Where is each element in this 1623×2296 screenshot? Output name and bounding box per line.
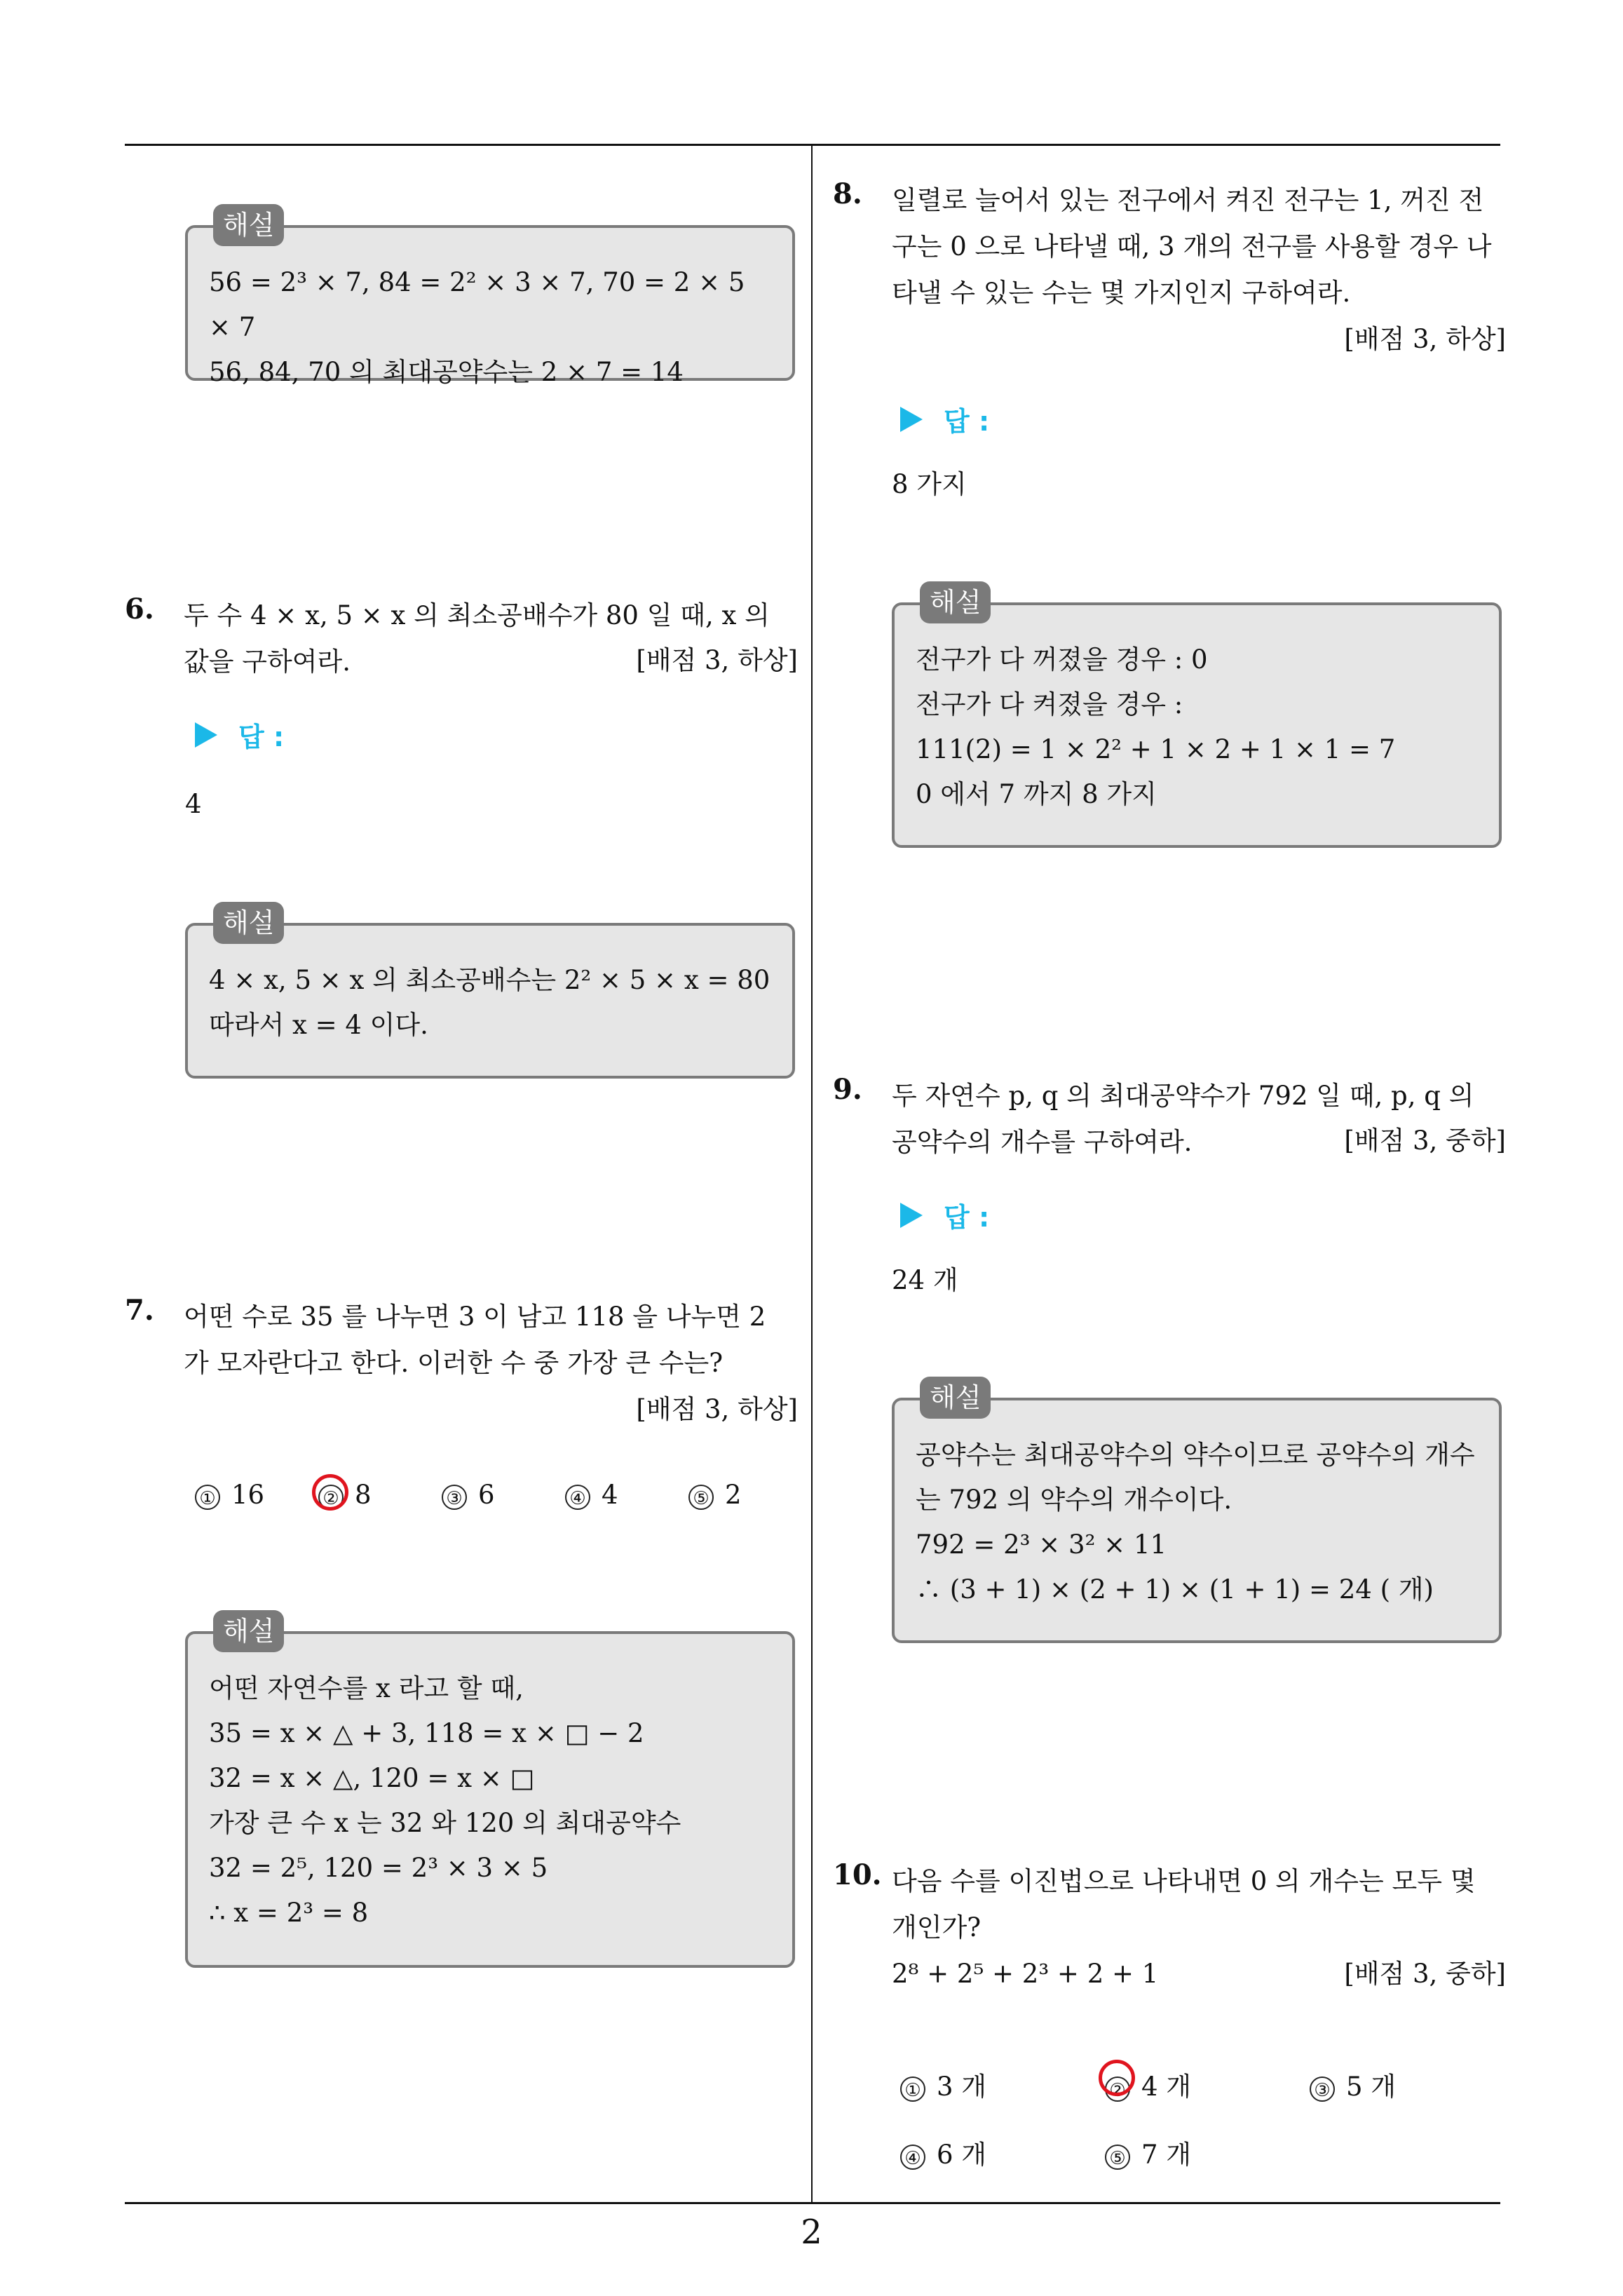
question-meta: [배점 3, 하상] — [636, 1394, 798, 1424]
solution-box-q9 — [892, 1382, 1502, 1643]
choice-number-icon: ① — [900, 2076, 925, 2102]
choices-q10-row2 — [900, 2133, 1503, 2171]
question-text: 다음 수를 이진법으로 나타내면 0 의 개수는 모두 몇 개인가? — [892, 1866, 1476, 1943]
solution-line: ∴ x = 2³ = 8 — [209, 1898, 369, 1928]
choice-number-icon: ④ — [565, 1485, 590, 1510]
solution-line: 따라서 x = 4 이다. — [209, 1010, 428, 1040]
question-9 — [833, 1073, 1506, 1157]
choice-number-icon: ② — [1105, 2076, 1130, 2102]
choice-5[interactable]: ⑤ 7 개 — [1105, 2133, 1310, 2171]
solution-line: 32 = 2⁵, 120 = 2³ × 3 × 5 — [209, 1853, 548, 1883]
question-10 — [833, 1858, 1506, 1997]
solution-line: ∴ (3 + 1) × (2 + 1) × (1 + 1) = 24 ( 개) — [916, 1574, 1434, 1605]
choice-4[interactable]: ④ 4 — [565, 1480, 688, 1510]
question-text: 일렬로 늘어서 있는 전구에서 켜진 전구는 1, 꺼진 전구는 0 으로 나타낼 때, 3 개의 전구를 사용할 경우 나타낼 수 있는 수는 몇 가지인지 구하여라. — [892, 185, 1492, 308]
question-meta: [배점 3, 중하] — [1344, 1126, 1506, 1156]
column-divider — [811, 144, 813, 2202]
choice-number-icon: ③ — [1310, 2076, 1335, 2102]
question-number: 7. — [125, 1294, 154, 1327]
solution-line: 전구가 다 꺼졌을 경우 : 0 — [916, 644, 1208, 675]
choices-q7 — [195, 1480, 798, 1510]
question-meta: [배점 3, 하상] — [1344, 324, 1506, 354]
solution-tag: 해설 — [213, 902, 284, 944]
question-text: 두 수 4 × x, 5 × x 의 최소공배수가 80 일 때, x 의 값을 구하여라. — [184, 600, 770, 677]
question-text: 두 자연수 p, q 의 최대공약수가 792 일 때, p, q 의 공약수의 개수를 구하여라. — [892, 1081, 1474, 1157]
solution-line: 가장 큰 수 x 는 32 와 120 의 최대공약수 — [209, 1808, 681, 1838]
solution-line: 56, 84, 70 의 최대공약수는 2 × 7 = 14 — [209, 357, 684, 387]
choice-number-icon: ② — [318, 1485, 344, 1510]
play-triangle-icon — [900, 1203, 923, 1228]
question-7 — [125, 1294, 798, 1433]
choice-2[interactable]: ② 8 — [318, 1480, 442, 1510]
question-meta: [배점 3, 중하] — [1344, 1959, 1506, 1989]
solution-box-q7 — [185, 1616, 795, 1968]
solution-line: 32 = x × △, 120 = x × □ — [209, 1763, 535, 1793]
choice-number-icon: ① — [195, 1485, 220, 1510]
solution-box-q8 — [892, 587, 1502, 848]
answer-value-q6: 4 — [185, 789, 202, 819]
solution-box-q6 — [185, 907, 795, 1079]
solution-tag: 해설 — [213, 204, 284, 246]
choice-1[interactable]: ① 3 개 — [900, 2065, 1105, 2103]
question-expression: 2⁸ + 2⁵ + 2³ + 2 + 1 — [892, 1959, 1159, 1989]
solution-box-q5 — [185, 210, 795, 387]
question-text: 어떤 수로 35 를 나누면 3 이 남고 118 을 나누면 2 가 모자란다고 한다. 이러한 수 중 가장 큰 수는? — [184, 1302, 766, 1378]
top-rule — [125, 144, 1500, 146]
choice-number-icon: ③ — [442, 1485, 467, 1510]
selected-answer-mark-icon — [1099, 2060, 1135, 2096]
question-8 — [833, 177, 1506, 363]
solution-line: 56 = 2³ × 7, 84 = 2² × 3 × 7, 70 = 2 × 5 × 7 — [209, 267, 745, 342]
question-number: 10. — [833, 1858, 882, 1891]
choice-3[interactable]: ③ 5 개 — [1310, 2065, 1492, 2103]
bottom-rule — [125, 2202, 1500, 2204]
choice-3[interactable]: ③ 6 — [442, 1480, 565, 1510]
choice-2[interactable]: ② 4 개 — [1105, 2065, 1310, 2103]
choices-q10-row1 — [900, 2065, 1503, 2103]
answer-value-q8: 8 가지 — [892, 469, 967, 499]
solution-line: 전구가 다 켜졌을 경우 : — [916, 689, 1183, 720]
choice-4[interactable]: ④ 6 개 — [900, 2133, 1105, 2171]
question-number: 8. — [833, 177, 862, 210]
answer-value-q9: 24 개 — [892, 1265, 958, 1295]
solution-line: 어떤 자연수를 x 라고 할 때, — [209, 1673, 524, 1703]
solution-line: 4 × x, 5 × x 의 최소공배수는 2² × 5 × x = 80 — [209, 965, 770, 995]
choice-5[interactable]: ⑤ 2 — [688, 1480, 798, 1510]
question-number: 9. — [833, 1073, 862, 1106]
solution-line: 35 = x × △ + 3, 118 = x × □ − 2 — [209, 1718, 644, 1748]
play-triangle-icon — [900, 407, 923, 432]
answer-label-q8: 답 : — [900, 400, 989, 438]
selected-answer-mark-icon — [312, 1474, 348, 1511]
solution-line: 0 에서 7 까지 8 가지 — [916, 779, 1157, 809]
choice-number-icon: ⑤ — [1105, 2145, 1130, 2170]
solution-line: 111(2) = 1 × 2² + 1 × 2 + 1 × 1 = 7 — [916, 734, 1396, 764]
choice-number-icon: ④ — [900, 2145, 925, 2170]
choice-1[interactable]: ① 16 — [195, 1480, 318, 1510]
answer-label-q9: 답 : — [900, 1196, 989, 1234]
solution-tag: 해설 — [213, 1610, 284, 1652]
choice-number-icon: ⑤ — [688, 1485, 714, 1510]
answer-label-q6: 답 : — [195, 715, 284, 754]
question-meta: [배점 3, 하상] — [636, 645, 798, 675]
question-6 — [125, 593, 798, 677]
solution-tag: 해설 — [920, 1377, 991, 1419]
solution-tag: 해설 — [920, 581, 991, 623]
page-number: 2 — [801, 2213, 822, 2252]
solution-line: 공약수는 최대공약수의 약수이므로 공약수의 개수는 792 의 약수의 개수이다. — [916, 1440, 1475, 1515]
play-triangle-icon — [195, 722, 217, 748]
question-number: 6. — [125, 593, 154, 626]
solution-line: 792 = 2³ × 3² × 11 — [916, 1529, 1167, 1560]
